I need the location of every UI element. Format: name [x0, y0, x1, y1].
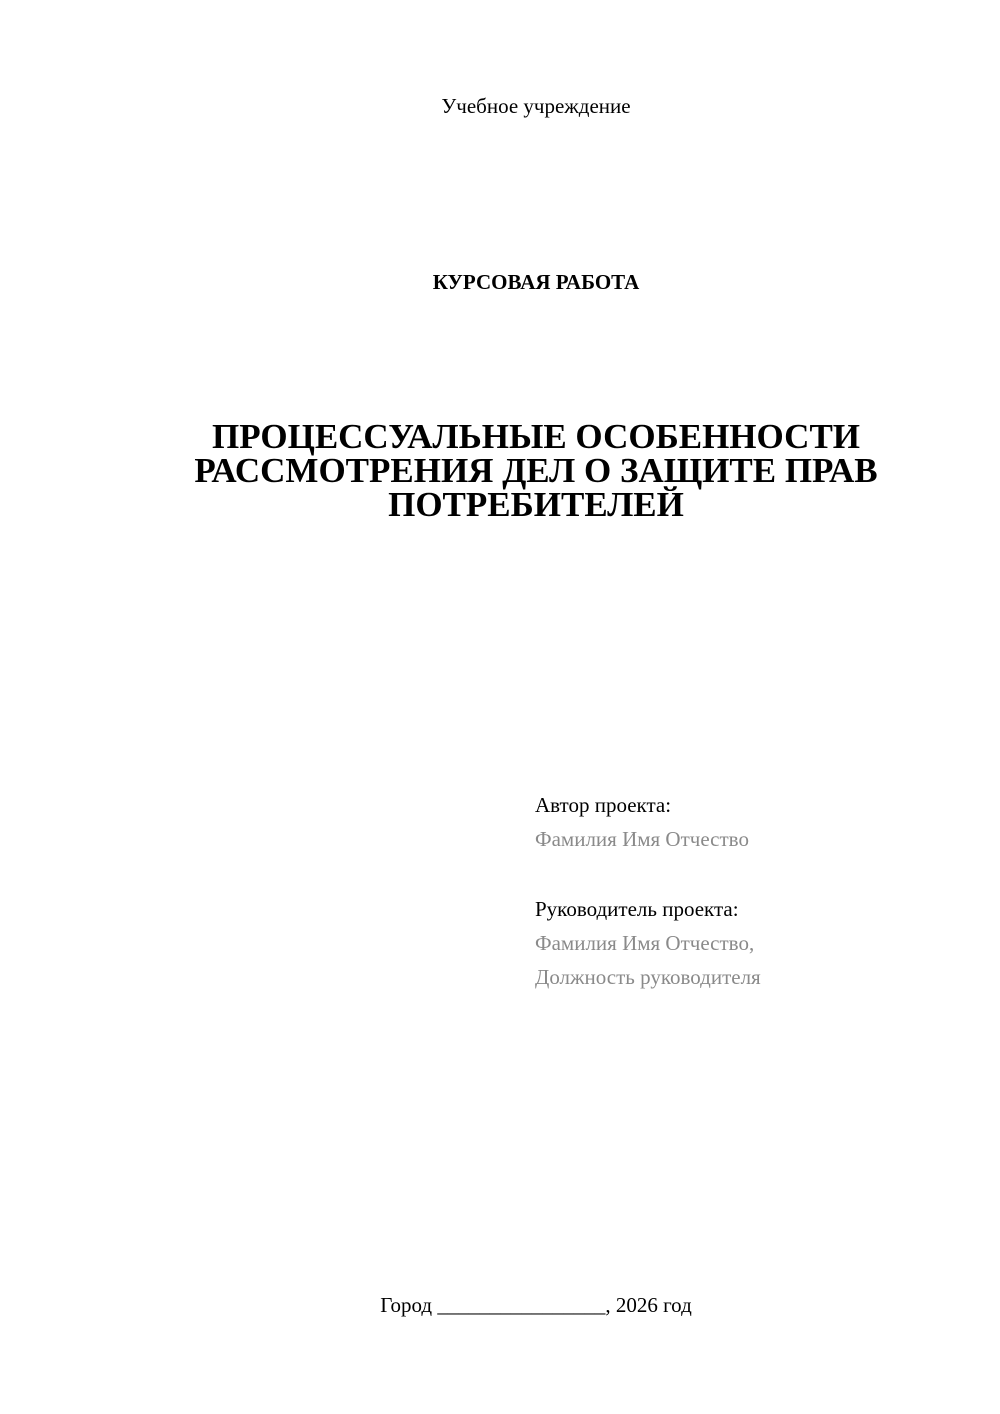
city-year-footer: Город ________________, 2026 год — [380, 1293, 692, 1317]
credits-spacer — [535, 856, 975, 892]
title-line: ПРОЦЕССУАЛЬНЫЕ ОСОБЕННОСТИ — [211, 417, 861, 456]
supervisor-position: Должность руководителя — [535, 965, 761, 989]
supervisor-label: Руководитель проекта: — [535, 897, 739, 921]
credits-block — [535, 788, 975, 994]
author-name: Фамилия Имя Отчество — [535, 827, 749, 851]
supervisor-name: Фамилия Имя Отчество, — [535, 931, 755, 955]
institution-name: Учебное учреждение — [441, 94, 631, 118]
work-type-heading: КУРСОВАЯ РАБОТА — [432, 270, 640, 294]
author-label: Автор проекта: — [535, 793, 672, 817]
title-line: РАССМОТРЕНИЯ ДЕЛ О ЗАЩИТЕ ПРАВ — [194, 451, 878, 490]
title-line: ПОТРЕБИТЕЛЕЙ — [388, 485, 684, 524]
document-title — [140, 417, 932, 524]
